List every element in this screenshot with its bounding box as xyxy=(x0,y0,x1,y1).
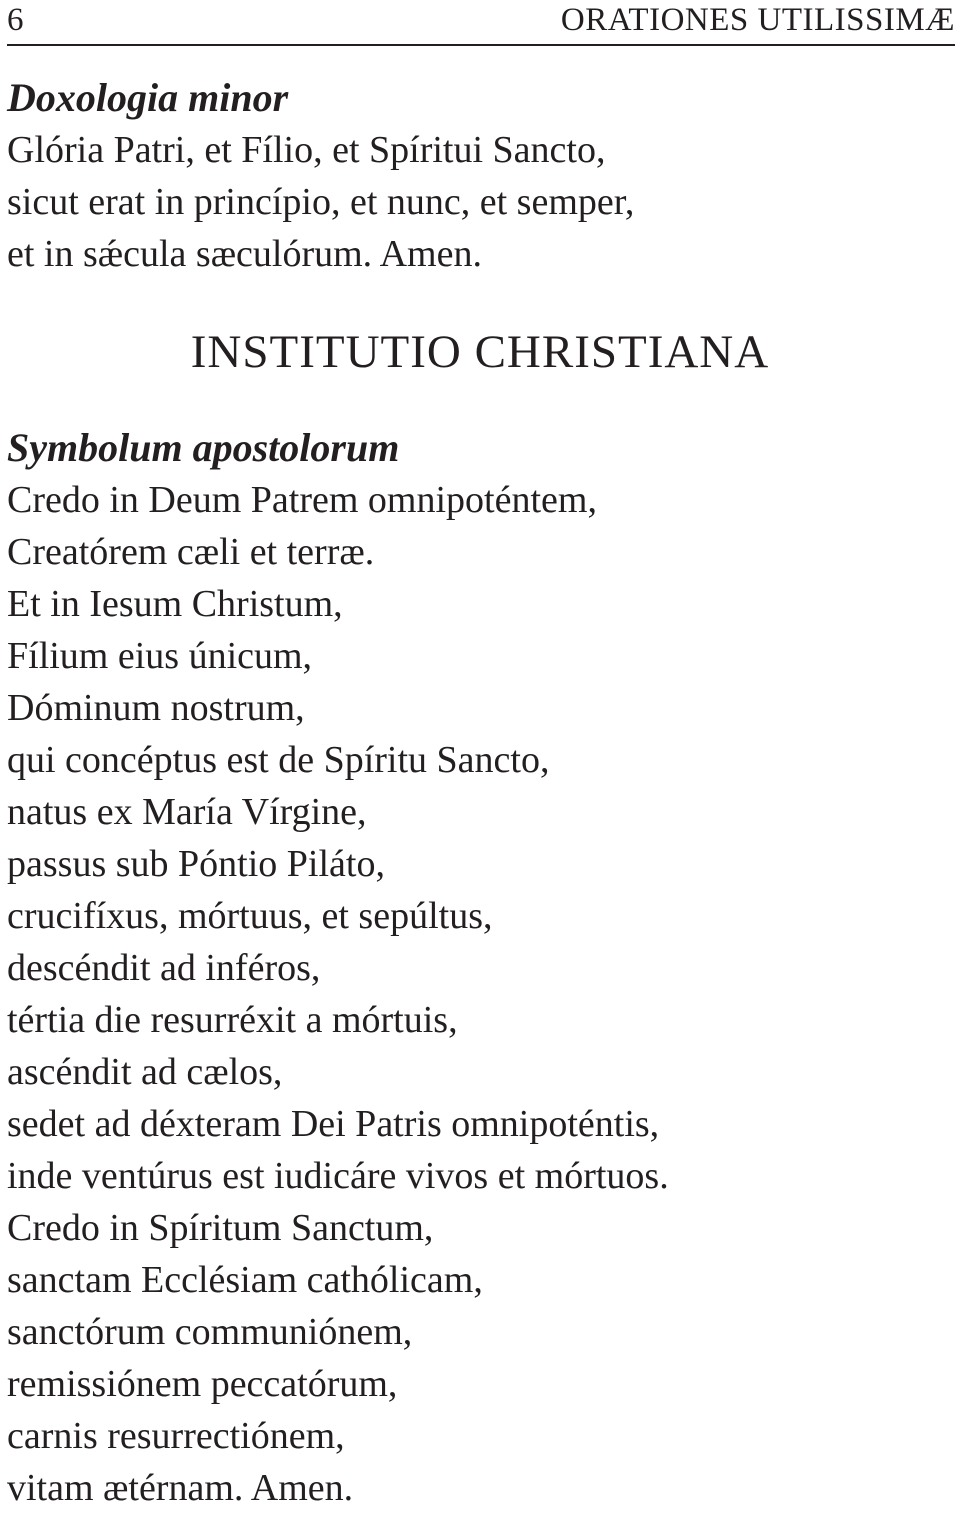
symbolum-line: sanctórum communiónem, xyxy=(7,1311,413,1353)
running-head xyxy=(7,0,955,46)
doxologia-line: sicut erat in princípio, et nunc, et semper, xyxy=(7,181,635,223)
running-title: ORATIONES UTILISSIMÆ xyxy=(560,2,955,38)
symbolum-line: sedet ad déxteram Dei Patris omnipoténtis, xyxy=(7,1103,660,1145)
symbolum-line: tértia die resurréxit a mórtuis, xyxy=(7,999,458,1041)
symbolum-line: qui concéptus est de Spíritu Sancto, xyxy=(7,739,550,781)
symbolum-line: Dóminum nostrum, xyxy=(7,687,305,729)
symbolum-line: inde ventúrus est iudicáre vivos et mórtuos. xyxy=(7,1155,669,1197)
symbolum-line: descéndit ad inféros, xyxy=(7,947,321,989)
symbolum-line: sanctam Ecclésiam cathólicam, xyxy=(7,1259,483,1301)
symbolum-line: carnis resurrectiónem, xyxy=(7,1415,345,1457)
symbolum-line: Et in Iesum Christum, xyxy=(7,583,343,625)
symbolum-line: ascéndit ad cælos, xyxy=(7,1051,283,1093)
page-number: 6 xyxy=(7,2,24,38)
doxologia-title: Doxologia minor xyxy=(7,75,289,120)
symbolum-line: vitam ætérnam. Amen. xyxy=(7,1467,354,1509)
symbolum-title: Symbolum apostolorum xyxy=(7,425,400,470)
symbolum-line: crucifíxus, mórtuus, et sepúltus, xyxy=(7,895,493,937)
doxologia-section xyxy=(7,72,955,280)
symbolum-line: Credo in Deum Patrem omnipoténtem, xyxy=(7,479,597,521)
doxologia-line: Glória Patri, et Fílio, et Spíritui Sancto, xyxy=(7,129,606,171)
symbolum-section xyxy=(7,422,955,1514)
section-title: INSTITUTIO CHRISTIANA xyxy=(190,326,770,378)
symbolum-line: Creatórem cæli et terræ. xyxy=(7,531,375,573)
symbolum-line: natus ex María Vírgine, xyxy=(7,791,367,833)
symbolum-line: Credo in Spíritum Sanctum, xyxy=(7,1207,434,1249)
doxologia-line: et in sǽcula sæculórum. Amen. xyxy=(7,233,482,275)
symbolum-line: passus sub Póntio Piláto, xyxy=(7,843,385,885)
symbolum-line: Fílium eius únicum, xyxy=(7,635,313,677)
symbolum-line: remissiónem peccatórum, xyxy=(7,1363,398,1405)
